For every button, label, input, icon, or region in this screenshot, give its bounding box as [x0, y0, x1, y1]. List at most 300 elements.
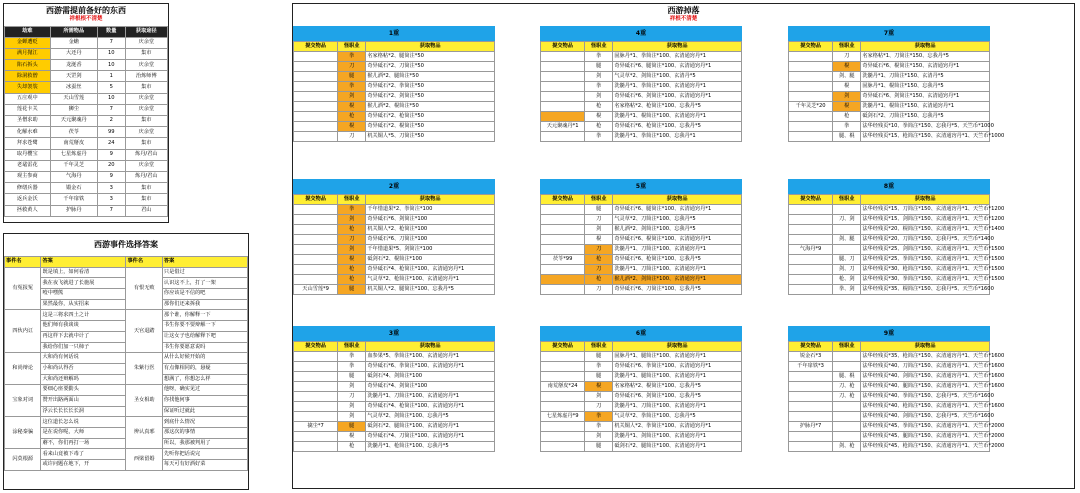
answer-cell: 我给你们加一只柿子 — [41, 342, 126, 353]
disaster-name: 返兵金沃 — [5, 194, 51, 205]
reward-items: 砥剑石*2、腿简注*100、玄清通窍丹*1 — [613, 442, 742, 452]
submit-item — [789, 382, 833, 392]
monster-class: 枪 — [833, 112, 861, 122]
table-row — [789, 412, 990, 422]
table-row — [5, 171, 168, 182]
table-row — [789, 205, 990, 215]
event-name: 四伙内讧 — [5, 310, 41, 353]
table-row — [541, 432, 742, 442]
reward-items: 法华经残页*30、拳简注*150、玄清通窍丹*1、天竺币*1500 — [861, 275, 990, 285]
disaster-name: 老鼋雷花 — [5, 160, 51, 171]
header-cell: 获取物品 — [613, 342, 742, 352]
submit-item — [294, 112, 338, 122]
monster-class: 剑、刀 — [833, 265, 861, 275]
disaster-name: 金蝉遭贬 — [5, 37, 51, 48]
header-cell: 怪职业 — [585, 342, 613, 352]
table-cell: 庆余堂 — [125, 37, 167, 48]
header-cell: 提交物品 — [541, 42, 585, 52]
monster-class: 拳 — [585, 422, 613, 432]
reward-items: 奇异砥石*6、剑简注*100 — [366, 215, 495, 225]
monster-class — [833, 225, 861, 235]
table-row — [789, 225, 990, 235]
answer-cell: 只是借过 — [162, 267, 247, 278]
table-row — [294, 225, 495, 235]
header-cell: 提交物品 — [789, 195, 833, 205]
monster-class: 拳 — [585, 412, 613, 422]
table-row — [541, 132, 742, 142]
table-row — [541, 382, 742, 392]
answer-cell: 我在夜飞就进了长施展 — [41, 278, 126, 289]
reward-items: 法华经残页*35、棍简注*150、忘我丹*5、天竺币*1600 — [861, 285, 990, 295]
answer-cell: 浮云长长长长长洞 — [41, 406, 126, 417]
monster-class: 刀 — [585, 215, 613, 225]
table-row — [294, 215, 495, 225]
submit-item — [789, 392, 833, 402]
monster-class: 棍 — [833, 62, 861, 72]
submit-item — [541, 92, 585, 102]
reward-items: 奇异砥石*2、剑简注*50 — [366, 92, 495, 102]
reward-items: 法华经残页*45、腿简注*150、玄清通窍丹*1、天竺币*2000 — [861, 432, 990, 442]
table-cell: 金蟾 — [50, 37, 97, 48]
table-row — [5, 104, 168, 115]
monster-class: 枪 — [338, 442, 366, 452]
reward-items: 洗髓丹*1、刀简注*100、玄清通窍丹*1 — [613, 245, 742, 255]
table-cell: 5 — [97, 82, 125, 93]
table-cell: 千年灵芝 — [50, 160, 97, 171]
event-name: 辨认真邪 — [126, 417, 162, 449]
monster-class: 刀 — [585, 285, 613, 295]
monster-class: 枪 — [585, 102, 613, 112]
table-row — [5, 82, 168, 93]
reward-items: 洗髓丹*1、剑简注*100、玄清通窍丹*1 — [613, 432, 742, 442]
table-row — [5, 385, 248, 396]
monster-class: 剑 — [338, 92, 366, 102]
submit-item — [294, 392, 338, 402]
monster-class: 棍 — [338, 122, 366, 132]
answer-cell: 这是三将求四土之计 — [41, 310, 126, 321]
table-row — [541, 285, 742, 295]
table-row — [789, 352, 990, 362]
event-name: 圣女相助 — [126, 385, 162, 417]
table-row — [5, 37, 168, 48]
table-row — [541, 362, 742, 372]
monster-class: 刀、剑 — [833, 215, 861, 225]
answer-cell: 你应该是不信的吧 — [162, 289, 247, 300]
answer-cell: 再这样下去就中计了 — [41, 331, 126, 342]
table-row — [789, 215, 990, 225]
reward-items: 法华经残页*10、拳简注*150、忘我丹*5、天竺币*1000 — [861, 122, 990, 132]
table-row — [294, 422, 495, 432]
monster-class: 剑 — [338, 215, 366, 225]
monster-class: 拳 — [338, 362, 366, 372]
monster-class: 剑、腿 — [833, 72, 861, 82]
submit-item — [789, 72, 833, 82]
block-title: 1重 — [293, 26, 495, 41]
table-cell: 炼丹/君山 — [125, 149, 167, 160]
monster-class: 棍 — [338, 255, 366, 265]
answer-cell: 书生你要愿意说吗 — [162, 342, 247, 353]
table-cell: 集市 — [125, 183, 167, 194]
monster-class: 剑 — [833, 92, 861, 102]
table-row — [789, 82, 990, 92]
header-cell: 怪职业 — [833, 195, 861, 205]
monster-class: 腿 — [585, 62, 613, 72]
submit-item — [541, 112, 585, 122]
reward-items: 奇异砥石*6、刀简注*100、忘我丹*5 — [613, 285, 742, 295]
header-cell: 获取物品 — [366, 195, 495, 205]
reward-items: 洗髓丹*1、棍简注*150、玄清通窍丹*1 — [861, 102, 990, 112]
reward-items: 名家格帖*2、腿简注*50 — [366, 52, 495, 62]
reward-items: 猴儿酒*2、剑简注*100、忘我丹*5 — [613, 225, 742, 235]
header-cell: 答案 — [162, 257, 247, 268]
table-row — [789, 275, 990, 285]
submit-item — [541, 235, 585, 245]
monster-class: 腿 — [338, 285, 366, 295]
disaster-name: 圣僧求助 — [5, 116, 51, 127]
reward-items: 洗髓丹*1、刀简注*100、玄清通窍丹*1 — [366, 392, 495, 402]
events-title: 西游事件选择答案 — [94, 240, 158, 249]
submit-item — [541, 422, 585, 432]
monster-class — [833, 245, 861, 255]
submit-item — [294, 122, 338, 132]
table-cell: 99 — [97, 127, 125, 138]
table-row — [789, 442, 990, 452]
reward-items: 奇异砥石*6、拳简注*100、玄清通窍丹*1 — [366, 362, 495, 372]
reward-items: 洗髓丹*1、棍简注*100、玄清通窍丹*1 — [613, 112, 742, 122]
table-row — [294, 205, 495, 215]
monster-class: 棍 — [833, 102, 861, 112]
table-row — [789, 235, 990, 245]
submit-item — [294, 352, 338, 362]
table-cell: 集市 — [125, 48, 167, 59]
submit-item — [789, 235, 833, 245]
reward-items: 气灵草*2、刀简注*100、忘我丹*5 — [613, 215, 742, 225]
table-row — [5, 353, 248, 364]
submit-item: 茯苓*99 — [541, 255, 585, 265]
monster-class: 枪、剑 — [833, 275, 861, 285]
header-cell: 获取物品 — [613, 195, 742, 205]
prep-table — [4, 26, 168, 217]
monster-class: 腿 — [585, 205, 613, 215]
submit-item — [789, 265, 833, 275]
table-cell: 冰蚕丝 — [50, 82, 97, 93]
monster-class — [833, 205, 861, 215]
submit-item — [294, 82, 338, 92]
reward-items: 砥剑石*2、棍简注*100 — [366, 255, 495, 265]
monster-class: 枪 — [338, 112, 366, 122]
header-cell: 获取物品 — [861, 342, 990, 352]
table-row — [541, 92, 742, 102]
monster-class: 刀 — [338, 235, 366, 245]
submit-item — [541, 392, 585, 402]
answer-cell: 你找他何事 — [162, 395, 247, 406]
submit-item — [541, 432, 585, 442]
table-row — [789, 72, 990, 82]
table-row — [5, 138, 168, 149]
event-name: 西梁留婚 — [126, 449, 162, 470]
reward-items: 机关铜人*2、枪简注*100 — [366, 225, 495, 235]
submit-item — [789, 402, 833, 412]
header-cell: 获取物品 — [861, 195, 990, 205]
table-cell: 庆余堂 — [125, 127, 167, 138]
table-cell: 七星炼虚丹 — [50, 149, 97, 160]
table-row — [5, 194, 168, 205]
monster-class: 剑 — [338, 412, 366, 422]
submit-item — [541, 372, 585, 382]
answer-cell: 书生你要不要辩解一下 — [162, 321, 247, 332]
monster-class: 棍 — [585, 382, 613, 392]
answer-cell: 是在说你呢，大师 — [41, 428, 126, 439]
answer-cell: 他呀，确实见过 — [162, 385, 247, 396]
drop-block — [293, 26, 495, 142]
submit-item — [294, 402, 338, 412]
monster-class: 剑 — [338, 382, 366, 392]
table-row — [789, 265, 990, 275]
reward-items: 奇异砥石*6、刀简注*100 — [366, 235, 495, 245]
table-cell: 锻金石 — [50, 183, 97, 194]
drops-subtitle: 祥根不清楚 — [669, 16, 698, 22]
table-cell: 10 — [97, 93, 125, 104]
submit-item — [789, 205, 833, 215]
table-row — [5, 160, 168, 171]
header-cell: 提交物品 — [789, 42, 833, 52]
table-row — [294, 392, 495, 402]
monster-class: 剑 — [585, 92, 613, 102]
table-cell: 天元聚魂丹 — [50, 116, 97, 127]
table-row — [541, 442, 742, 452]
submit-item — [789, 275, 833, 285]
table-row — [789, 255, 990, 265]
monster-class: 刀 — [833, 52, 861, 62]
monster-class — [833, 362, 861, 372]
answer-cell: 或许问题在地下，开 — [41, 460, 126, 471]
reward-items: 奇异砥石*6、枪简注*100、忘我丹*5 — [613, 122, 742, 132]
submit-item: 天山雪莲*9 — [294, 285, 338, 295]
answer-cell: 那个谁，你解释一下 — [162, 310, 247, 321]
reward-items: 洗髓丹*1、枪简注*100、忘我丹*5 — [366, 442, 495, 452]
table-row — [5, 449, 248, 460]
table-row — [294, 255, 495, 265]
answer-cell: 小和尚认得否 — [41, 363, 126, 374]
answer-cell: 所以，我那被判用了 — [162, 438, 247, 449]
monster-class: 拳 — [338, 352, 366, 362]
submit-item — [789, 122, 833, 132]
drop-block — [540, 326, 742, 452]
disaster-name: 拜求苍鹭 — [5, 138, 51, 149]
table-cell: 治炼师傅 — [125, 71, 167, 82]
table-row — [294, 132, 495, 142]
reward-items: 千年惜道果*2、拳简注*100 — [366, 205, 495, 215]
table-row — [294, 352, 495, 362]
table-row — [541, 392, 742, 402]
monster-class: 枪 — [338, 225, 366, 235]
reward-items: 气灵草*2、枪简注*100、玄清通窍丹*1 — [366, 275, 495, 285]
monster-class: 腿 — [585, 372, 613, 382]
submit-item — [541, 52, 585, 62]
answer-cell: 那你们还来拆我 — [162, 299, 247, 310]
submit-item — [541, 285, 585, 295]
submit-item — [789, 225, 833, 235]
header-cell: 提交物品 — [294, 195, 338, 205]
header-cell: 获取物品 — [861, 42, 990, 52]
table-row — [294, 92, 495, 102]
reward-items: 机关铜人*5、刀简注*50 — [366, 132, 495, 142]
table-row — [789, 285, 990, 295]
answer-cell: 看来山竟被下毒了 — [41, 449, 126, 460]
answer-cell: 到底什么情况 — [162, 417, 247, 428]
table-row — [541, 215, 742, 225]
reward-items: 法华经残页*15、刀简注*150、玄清通窍丹*1、天竺币*1200 — [861, 205, 990, 215]
reward-items: 奇异砥石*2、拳简注*50 — [366, 82, 495, 92]
monster-class: 腿、棍 — [833, 372, 861, 382]
events-table — [4, 256, 248, 471]
table-row — [5, 149, 168, 160]
answer-cell: 既是填上，如何看清 — [41, 267, 126, 278]
monster-class: 刀、枪 — [833, 382, 861, 392]
submit-item — [541, 102, 585, 112]
monster-class: 刀 — [338, 132, 366, 142]
monster-class: 腿 — [338, 422, 366, 432]
header-cell: 提交物品 — [789, 342, 833, 352]
monster-class: 棍 — [338, 432, 366, 442]
reward-items: 奇异砥石*4、刀简注*100、玄清通窍丹*1 — [366, 432, 495, 442]
reward-items: 法华经残页*40、腿简注*150、玄清通窍丹*1、天竺币*1600 — [861, 382, 990, 392]
table-cell: 茯苓 — [50, 127, 97, 138]
monster-class — [833, 422, 861, 432]
reward-items: 奇异砥石*6、剑简注*100、忘我丹*5 — [613, 392, 742, 402]
monster-class: 剑、枪 — [833, 442, 861, 452]
answer-cell: 让这女子也给解释下吧 — [162, 331, 247, 342]
header-cell: 数量 — [97, 26, 125, 37]
drop-block — [788, 326, 1005, 452]
monster-class: 拳、剑 — [833, 285, 861, 295]
submit-item — [541, 402, 585, 412]
submit-item — [294, 72, 338, 82]
table-cell: 集市 — [125, 116, 167, 127]
drop-block — [293, 179, 495, 295]
submit-item — [294, 132, 338, 142]
monster-class: 剑 — [338, 402, 366, 412]
answer-cell: 想满了，你想怎么样 — [162, 374, 247, 385]
table-row — [541, 265, 742, 275]
reward-items: 法华经残页*40、刀简注*150、玄清通窍丹*1、天竺币*1600 — [861, 362, 990, 372]
drop-block — [540, 26, 742, 142]
answer-cell: 从什么好候开始的 — [162, 353, 247, 364]
event-name: 天官退踏 — [126, 310, 162, 353]
submit-item — [294, 245, 338, 255]
reward-items: 奇异砥石*6、枪简注*100、忘我丹*5 — [613, 255, 742, 265]
table-cell: 1 — [97, 71, 125, 82]
table-row — [789, 372, 990, 382]
event-name: 和尚辩论 — [5, 353, 41, 385]
monster-class: 剑 — [585, 225, 613, 235]
header-cell: 事件名 — [5, 257, 41, 268]
reward-items: 猴儿酒*2、棍简注*50 — [366, 102, 495, 112]
table-row — [789, 102, 990, 112]
answer-cell: 果然最你，从实招来 — [41, 299, 126, 310]
table-cell: 10 — [97, 48, 125, 59]
reward-items: 法华经残页*45、枪简注*150、玄清通窍丹*1、天竺币*2000 — [861, 442, 990, 452]
block-title: 4重 — [540, 26, 742, 41]
block-title: 7重 — [788, 26, 990, 41]
submit-item — [541, 225, 585, 235]
disaster-name: 五庄观中 — [5, 93, 51, 104]
block-title: 6重 — [540, 326, 742, 341]
header-cell: 获取途径 — [125, 26, 167, 37]
submit-item — [294, 92, 338, 102]
monster-class: 腿 — [338, 372, 366, 382]
monster-class — [833, 432, 861, 442]
reward-items: 气灵草*2、拳简注*100、忘我丹*5 — [613, 412, 742, 422]
table-row — [789, 92, 990, 102]
table-row — [294, 362, 495, 372]
submit-item: 锐金石*3 — [789, 352, 833, 362]
block-title: 5重 — [540, 179, 742, 194]
disaster-name: 满月抛江 — [5, 48, 51, 59]
header-cell: 怪职业 — [585, 195, 613, 205]
reward-items: 固脉丹*1、棍简注*150、忘我丹*5 — [861, 82, 990, 92]
table-row — [5, 48, 168, 59]
table-row — [541, 422, 742, 432]
submit-item — [294, 62, 338, 72]
reward-items: 猴儿酒*2、剑简注*100、玄清通窍丹*1 — [613, 275, 742, 285]
event-name: 有冤报冤 — [5, 267, 41, 310]
monster-class: 刀 — [338, 62, 366, 72]
header-cell: 答案 — [41, 257, 126, 268]
table-row — [294, 112, 495, 122]
monster-class: 剑 — [585, 432, 613, 442]
block-title: 9重 — [788, 326, 990, 341]
table-row — [541, 235, 742, 245]
table-row — [541, 372, 742, 382]
submit-item: 擒尘*7 — [294, 422, 338, 432]
table-row — [294, 235, 495, 245]
drops-title: 西游掉落 — [667, 6, 700, 15]
answer-cell: 保证听过就此 — [162, 406, 247, 417]
reward-items: 砥剑石*2、腿简注*100、玄清通窍丹*1 — [366, 422, 495, 432]
monster-class: 剑 — [585, 72, 613, 82]
submit-item — [541, 275, 585, 285]
submit-item: 护脉丹*7 — [789, 422, 833, 432]
table-cell: 庆余堂 — [125, 160, 167, 171]
table-row — [789, 422, 990, 432]
table-row — [294, 122, 495, 132]
monster-class: 枪 — [585, 275, 613, 285]
reward-items: 法华经残页*25、剑简注*150、玄清通窍丹*1、天竺币*1500 — [861, 245, 990, 255]
reward-items: 奇异砥石*6、拳简注*100、玄清通窍丹*1 — [613, 362, 742, 372]
drop-block — [540, 179, 742, 295]
block-title: 8重 — [788, 179, 990, 194]
monster-class: 棍 — [585, 112, 613, 122]
answer-cell: 认识这不上，打了一架 — [162, 278, 247, 289]
monster-class: 剑、腿 — [833, 235, 861, 245]
drops-panel — [292, 3, 1075, 489]
table-row — [5, 417, 248, 428]
event-name: 闪莫根源 — [5, 449, 41, 470]
table-cell: 君山 — [125, 205, 167, 216]
submit-item: 南荒掰皮*24 — [541, 382, 585, 392]
reward-items: 法华经残页*20、刀简注*150、忘我丹*5、天竺币*1400 — [861, 235, 990, 245]
reward-items: 气灵草*2、剑简注*100、忘我丹*5 — [366, 412, 495, 422]
disaster-name: 陷石拆头 — [5, 60, 51, 71]
table-cell: 7 — [97, 205, 125, 216]
header-cell: 怪职业 — [338, 342, 366, 352]
reward-items: 法华经残页*40、拳简注*150、忘我丹*5、天竺币*1600 — [861, 392, 990, 402]
reward-items: 法华经残页*30、枪简注*150、玄清通窍丹*1、天竺币*1500 — [861, 265, 990, 275]
table-row — [541, 402, 742, 412]
table-cell: 龙涎香 — [50, 60, 97, 71]
reward-items: 奇异砥石*2、棍简注*50 — [366, 122, 495, 132]
